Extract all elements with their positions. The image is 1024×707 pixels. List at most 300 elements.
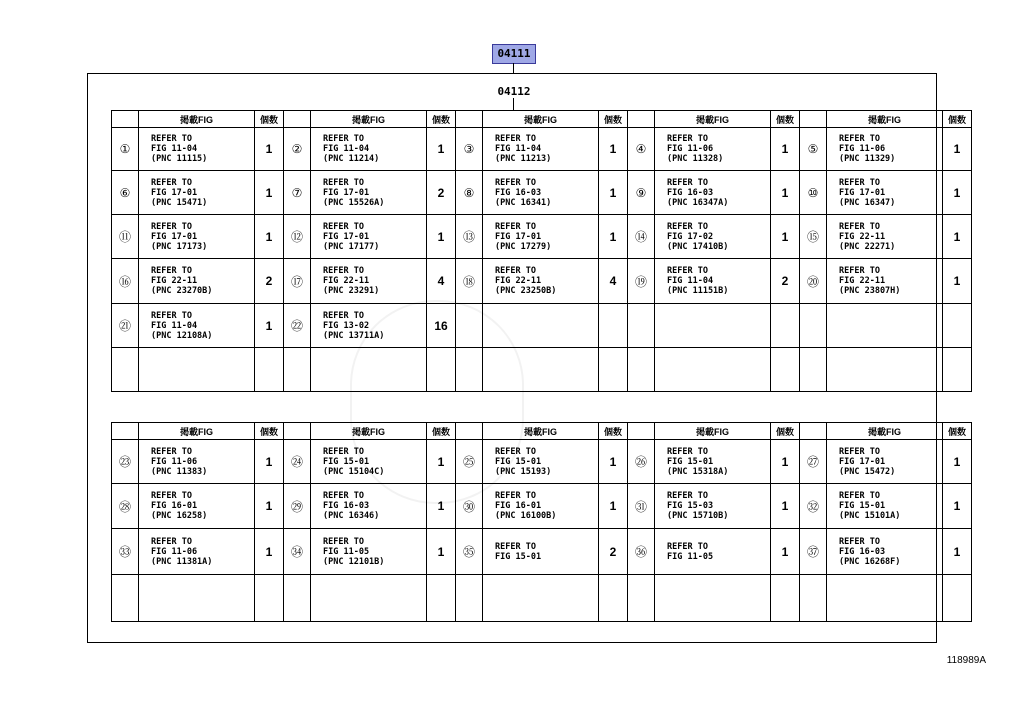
table-row bbox=[112, 575, 972, 622]
reference-line: (PNC 15710B) bbox=[667, 511, 729, 521]
header-qty-cell: 個数 bbox=[255, 423, 284, 440]
header-qty-cell: 個数 bbox=[427, 423, 456, 440]
reference-line: FIG 11-06 bbox=[151, 546, 198, 557]
reference-line: FIG 17-01 bbox=[151, 187, 198, 198]
header-fig-cell: 掲載FIG bbox=[483, 423, 599, 440]
reference-cell bbox=[483, 484, 599, 529]
reference-line: (PNC 16341) bbox=[495, 197, 552, 208]
reference-line: FIG 16-03 bbox=[667, 187, 714, 198]
reference-line: REFER TO bbox=[667, 134, 708, 144]
quantity-cell: 1 bbox=[943, 259, 972, 304]
quantity-cell: 1 bbox=[427, 215, 456, 259]
quantity-cell: 1 bbox=[771, 171, 800, 215]
header-fig-cell: 掲載FIG bbox=[655, 111, 771, 128]
reference-line: (PNC 12108A) bbox=[151, 330, 213, 341]
item-number[interactable]: ㉙ bbox=[284, 484, 311, 529]
item-number[interactable]: ㉗ bbox=[800, 440, 827, 484]
reference-line: FIG 17-01 bbox=[495, 231, 542, 242]
reference-line: FIG 17-01 bbox=[151, 231, 198, 242]
reference-line: REFER TO bbox=[667, 177, 708, 188]
reference-cell bbox=[139, 304, 255, 348]
header-num-cell bbox=[800, 423, 827, 440]
item-number[interactable]: ⑥ bbox=[112, 171, 139, 215]
reference-line: REFER TO bbox=[667, 446, 708, 457]
quantity-cell bbox=[771, 348, 800, 392]
quantity-cell: 1 bbox=[427, 128, 456, 171]
reference-line: FIG 15-01 bbox=[495, 456, 542, 467]
item-number[interactable]: ⑭ bbox=[628, 215, 655, 259]
header-fig-cell: 掲載FIG bbox=[139, 111, 255, 128]
quantity-cell: 1 bbox=[771, 215, 800, 259]
reference-line: FIG 15-01 bbox=[495, 551, 542, 562]
reference-line: FIG 13-02 bbox=[323, 320, 370, 331]
reference-line: FIG 11-06 bbox=[151, 456, 198, 467]
quantity-cell: 1 bbox=[943, 215, 972, 259]
reference-line: FIG 11-06 bbox=[667, 144, 714, 154]
item-number[interactable]: ㉖ bbox=[628, 440, 655, 484]
reference-line: FIG 17-01 bbox=[839, 187, 886, 198]
reference-cell bbox=[827, 348, 943, 392]
quantity-cell: 16 bbox=[427, 304, 456, 348]
reference-line: FIG 17-02 bbox=[667, 231, 714, 242]
header-fig-cell: 掲載FIG bbox=[311, 423, 427, 440]
reference-cell bbox=[827, 529, 943, 575]
reference-cell bbox=[311, 529, 427, 575]
quantity-cell: 2 bbox=[771, 259, 800, 304]
item-number[interactable]: ⑫ bbox=[284, 215, 311, 259]
reference-cell bbox=[483, 171, 599, 215]
item-number[interactable]: ⑪ bbox=[112, 215, 139, 259]
reference-line: FIG 16-03 bbox=[323, 501, 370, 511]
reference-cell bbox=[483, 575, 599, 622]
reference-cell bbox=[655, 128, 771, 171]
reference-line: (PNC 23270B) bbox=[151, 286, 213, 296]
reference-line: REFER TO bbox=[323, 177, 364, 188]
item-number[interactable]: ㉔ bbox=[284, 440, 311, 484]
reference-line: REFER TO bbox=[839, 491, 880, 501]
header-qty-cell: 個数 bbox=[943, 423, 972, 440]
item-number bbox=[284, 575, 311, 622]
reference-line: REFER TO bbox=[151, 134, 192, 144]
reference-line: (PNC 11213) bbox=[495, 154, 552, 164]
figure-id: 118989A bbox=[946, 655, 986, 666]
item-number[interactable]: ㉟ bbox=[456, 529, 483, 575]
item-number bbox=[112, 348, 139, 392]
reference-line: REFER TO bbox=[495, 266, 536, 276]
reference-line: (PNC 23250B) bbox=[495, 286, 557, 296]
reference-line: FIG 22-11 bbox=[495, 276, 542, 286]
reference-line: REFER TO bbox=[839, 266, 880, 276]
reference-line: REFER TO bbox=[151, 310, 192, 321]
reference-line: FIG 22-11 bbox=[839, 276, 886, 286]
quantity-cell: 1 bbox=[255, 484, 284, 529]
reference-table-1 bbox=[111, 110, 972, 392]
quantity-cell: 1 bbox=[255, 215, 284, 259]
reference-line: REFER TO bbox=[495, 446, 536, 457]
reference-cell bbox=[311, 259, 427, 304]
reference-line: (PNC 16347A) bbox=[667, 197, 729, 208]
reference-line: (PNC 13711A) bbox=[323, 330, 385, 341]
header-qty-cell: 個数 bbox=[427, 111, 456, 128]
header-qty-cell: 個数 bbox=[943, 111, 972, 128]
quantity-cell: 1 bbox=[255, 304, 284, 348]
quantity-cell bbox=[427, 348, 456, 392]
reference-cell bbox=[311, 348, 427, 392]
item-number[interactable]: ㊲ bbox=[800, 529, 827, 575]
quantity-cell: 1 bbox=[255, 440, 284, 484]
reference-cell bbox=[827, 440, 943, 484]
reference-cell bbox=[311, 128, 427, 171]
reference-line: FIG 15-03 bbox=[667, 501, 714, 511]
quantity-cell: 1 bbox=[943, 484, 972, 529]
quantity-cell: 1 bbox=[771, 529, 800, 575]
reference-line: REFER TO bbox=[839, 446, 880, 457]
reference-line: REFER TO bbox=[667, 266, 708, 276]
reference-cell bbox=[827, 304, 943, 348]
reference-line: REFER TO bbox=[667, 221, 708, 232]
item-number bbox=[800, 304, 827, 348]
item-number[interactable]: ⑰ bbox=[284, 259, 311, 304]
item-number[interactable]: ㉝ bbox=[112, 529, 139, 575]
quantity-cell bbox=[943, 348, 972, 392]
item-number[interactable]: ㊱ bbox=[628, 529, 655, 575]
reference-line: FIG 11-04 bbox=[667, 276, 714, 286]
quantity-cell: 1 bbox=[255, 128, 284, 171]
item-number[interactable]: ⑮ bbox=[800, 215, 827, 259]
connector-line-top bbox=[513, 63, 514, 73]
reference-line: REFER TO bbox=[323, 310, 364, 321]
reference-line: FIG 11-04 bbox=[323, 144, 370, 154]
header-num-cell bbox=[456, 111, 483, 128]
quantity-cell: 1 bbox=[943, 171, 972, 215]
header-qty-cell: 個数 bbox=[771, 111, 800, 128]
reference-line: (PNC 16268F) bbox=[839, 556, 901, 567]
reference-line: REFER TO bbox=[151, 446, 192, 457]
item-number bbox=[628, 348, 655, 392]
reference-line: REFER TO bbox=[151, 221, 192, 232]
reference-line: (PNC 15526A) bbox=[323, 197, 385, 208]
header-num-cell bbox=[112, 111, 139, 128]
table-row bbox=[112, 215, 972, 259]
reference-line: REFER TO bbox=[667, 491, 708, 501]
header-qty-cell: 個数 bbox=[255, 111, 284, 128]
quantity-cell bbox=[255, 575, 284, 622]
item-number bbox=[456, 348, 483, 392]
reference-line: (PNC 11115) bbox=[151, 154, 208, 164]
reference-line: (PNC 16100B) bbox=[495, 511, 557, 521]
reference-line: FIG 15-01 bbox=[323, 456, 370, 467]
reference-line: FIG 17-01 bbox=[323, 187, 370, 198]
reference-cell bbox=[139, 529, 255, 575]
header-qty-cell: 個数 bbox=[771, 423, 800, 440]
table-row bbox=[112, 128, 972, 171]
quantity-cell: 4 bbox=[427, 259, 456, 304]
reference-cell bbox=[483, 128, 599, 171]
quantity-cell: 4 bbox=[599, 259, 628, 304]
reference-cell bbox=[311, 484, 427, 529]
table-row bbox=[112, 529, 972, 575]
quantity-cell: 1 bbox=[943, 128, 972, 171]
reference-cell bbox=[139, 575, 255, 622]
item-number[interactable]: ② bbox=[284, 128, 311, 171]
header-qty-cell: 個数 bbox=[599, 111, 628, 128]
reference-cell bbox=[827, 128, 943, 171]
reference-cell bbox=[655, 529, 771, 575]
item-number[interactable]: ⑧ bbox=[456, 171, 483, 215]
reference-line: (PNC 23291) bbox=[323, 286, 380, 296]
reference-line: (PNC 12101B) bbox=[323, 556, 385, 567]
reference-line: REFER TO bbox=[323, 491, 364, 501]
item-number[interactable]: ⑯ bbox=[112, 259, 139, 304]
reference-line: FIG 15-01 bbox=[839, 501, 886, 511]
item-number[interactable]: ⑲ bbox=[628, 259, 655, 304]
reference-cell bbox=[655, 304, 771, 348]
header-num-cell bbox=[628, 111, 655, 128]
item-number[interactable]: ⑬ bbox=[456, 215, 483, 259]
reference-cell bbox=[827, 171, 943, 215]
header-fig-cell: 掲載FIG bbox=[483, 111, 599, 128]
header-num-cell bbox=[284, 111, 311, 128]
reference-cell bbox=[827, 484, 943, 529]
reference-line: REFER TO bbox=[323, 221, 364, 232]
reference-cell bbox=[483, 215, 599, 259]
reference-cell bbox=[655, 348, 771, 392]
reference-cell bbox=[139, 171, 255, 215]
quantity-cell bbox=[255, 348, 284, 392]
reference-line: REFER TO bbox=[839, 177, 880, 188]
item-number[interactable]: ㉑ bbox=[112, 304, 139, 348]
reference-cell bbox=[139, 128, 255, 171]
header-num-cell bbox=[456, 423, 483, 440]
reference-line: (PNC 17410B) bbox=[667, 241, 729, 252]
quantity-cell: 1 bbox=[599, 171, 628, 215]
header-fig-cell: 掲載FIG bbox=[827, 423, 943, 440]
reference-line: (PNC 15101A) bbox=[839, 511, 901, 521]
header-fig-cell: 掲載FIG bbox=[311, 111, 427, 128]
quantity-cell bbox=[771, 304, 800, 348]
reference-cell bbox=[655, 259, 771, 304]
header-num-cell bbox=[112, 423, 139, 440]
reference-line: REFER TO bbox=[151, 491, 192, 501]
reference-line: REFER TO bbox=[839, 221, 880, 232]
reference-line: REFER TO bbox=[495, 541, 536, 552]
reference-line: FIG 16-03 bbox=[839, 546, 886, 557]
reference-line: REFER TO bbox=[323, 134, 364, 144]
reference-line: REFER TO bbox=[323, 266, 364, 276]
item-number bbox=[112, 575, 139, 622]
table-header-row bbox=[112, 423, 972, 440]
quantity-cell: 1 bbox=[599, 215, 628, 259]
item-number[interactable]: ① bbox=[112, 128, 139, 171]
table-header-row bbox=[112, 111, 972, 128]
quantity-cell: 1 bbox=[771, 128, 800, 171]
table-row bbox=[112, 440, 972, 484]
quantity-cell: 1 bbox=[427, 440, 456, 484]
reference-line: REFER TO bbox=[839, 134, 880, 144]
header-num-cell bbox=[284, 423, 311, 440]
sub-part-code: 04112 bbox=[497, 85, 531, 98]
reference-line: REFER TO bbox=[495, 134, 536, 144]
reference-cell bbox=[311, 215, 427, 259]
reference-line: REFER TO bbox=[323, 536, 364, 547]
reference-cell bbox=[655, 484, 771, 529]
reference-line: FIG 22-11 bbox=[151, 276, 198, 286]
reference-table-2 bbox=[111, 422, 972, 622]
item-number bbox=[800, 348, 827, 392]
connector-line-sub bbox=[513, 98, 514, 110]
quantity-cell: 2 bbox=[599, 529, 628, 575]
reference-line: FIG 17-01 bbox=[839, 456, 886, 467]
reference-line: FIG 16-01 bbox=[151, 501, 198, 511]
quantity-cell: 1 bbox=[943, 440, 972, 484]
reference-cell bbox=[139, 259, 255, 304]
reference-line: REFER TO bbox=[667, 541, 708, 552]
reference-line: REFER TO bbox=[151, 536, 192, 547]
reference-line: (PNC 23807H) bbox=[839, 286, 901, 296]
table-row bbox=[112, 171, 972, 215]
reference-line: REFER TO bbox=[495, 177, 536, 188]
header-num-cell bbox=[800, 111, 827, 128]
quantity-cell bbox=[599, 304, 628, 348]
item-number[interactable]: ㉛ bbox=[628, 484, 655, 529]
item-number[interactable]: ⑱ bbox=[456, 259, 483, 304]
reference-line: FIG 11-05 bbox=[667, 551, 714, 562]
quantity-cell: 1 bbox=[255, 529, 284, 575]
item-number bbox=[800, 575, 827, 622]
reference-cell bbox=[139, 215, 255, 259]
reference-line: REFER TO bbox=[151, 266, 192, 276]
reference-line: FIG 11-06 bbox=[839, 144, 886, 154]
reference-line: FIG 22-11 bbox=[839, 231, 886, 242]
reference-line: FIG 11-04 bbox=[495, 144, 542, 154]
reference-line: REFER TO bbox=[495, 491, 536, 501]
item-number bbox=[456, 575, 483, 622]
item-number[interactable]: ㉜ bbox=[800, 484, 827, 529]
reference-line: (PNC 15471) bbox=[151, 197, 208, 208]
item-number[interactable]: ㉒ bbox=[284, 304, 311, 348]
table-row bbox=[112, 304, 972, 348]
quantity-cell: 2 bbox=[255, 259, 284, 304]
quantity-cell: 1 bbox=[599, 440, 628, 484]
quantity-cell: 2 bbox=[427, 171, 456, 215]
reference-cell bbox=[311, 575, 427, 622]
reference-cell bbox=[655, 440, 771, 484]
item-number bbox=[284, 348, 311, 392]
quantity-cell bbox=[771, 575, 800, 622]
reference-line: (PNC 17173) bbox=[151, 241, 208, 252]
reference-cell bbox=[827, 575, 943, 622]
reference-line: REFER TO bbox=[323, 446, 364, 457]
reference-cell bbox=[483, 304, 599, 348]
top-part-code[interactable]: 04111 bbox=[492, 44, 536, 64]
reference-cell bbox=[311, 440, 427, 484]
reference-line: (PNC 17177) bbox=[323, 241, 380, 252]
item-number[interactable]: ㉚ bbox=[456, 484, 483, 529]
quantity-cell: 1 bbox=[255, 171, 284, 215]
item-number bbox=[456, 304, 483, 348]
quantity-cell bbox=[427, 575, 456, 622]
reference-line: FIG 22-11 bbox=[323, 276, 370, 286]
quantity-cell bbox=[599, 575, 628, 622]
reference-line: (PNC 11328) bbox=[667, 154, 724, 164]
item-number[interactable]: ⑦ bbox=[284, 171, 311, 215]
header-fig-cell: 掲載FIG bbox=[827, 111, 943, 128]
item-number[interactable]: ③ bbox=[456, 128, 483, 171]
item-number[interactable]: ⑨ bbox=[628, 171, 655, 215]
reference-line: REFER TO bbox=[151, 177, 192, 188]
reference-cell bbox=[827, 259, 943, 304]
reference-line: REFER TO bbox=[495, 221, 536, 232]
table-row bbox=[112, 348, 972, 392]
header-qty-cell: 個数 bbox=[599, 423, 628, 440]
quantity-cell bbox=[599, 348, 628, 392]
item-number[interactable]: ⑩ bbox=[800, 171, 827, 215]
reference-line: (PNC 11383) bbox=[151, 466, 208, 477]
reference-line: (PNC 11151B) bbox=[667, 286, 729, 296]
reference-cell bbox=[311, 171, 427, 215]
item-number[interactable]: ㉘ bbox=[112, 484, 139, 529]
item-number bbox=[628, 575, 655, 622]
item-number[interactable]: ⑤ bbox=[800, 128, 827, 171]
reference-line: (PNC 16258) bbox=[151, 511, 208, 521]
reference-cell bbox=[827, 215, 943, 259]
reference-line: FIG 11-05 bbox=[323, 546, 370, 557]
header-fig-cell: 掲載FIG bbox=[655, 423, 771, 440]
reference-cell bbox=[139, 348, 255, 392]
reference-line: (PNC 16346) bbox=[323, 511, 380, 521]
reference-line: (PNC 17279) bbox=[495, 241, 552, 252]
reference-line: (PNC 11329) bbox=[839, 154, 896, 164]
reference-line: (PNC 16347) bbox=[839, 197, 896, 208]
quantity-cell: 1 bbox=[771, 440, 800, 484]
quantity-cell: 1 bbox=[771, 484, 800, 529]
reference-line: (PNC 15104C) bbox=[323, 466, 385, 477]
quantity-cell bbox=[943, 575, 972, 622]
quantity-cell: 1 bbox=[599, 128, 628, 171]
reference-line: (PNC 11381A) bbox=[151, 556, 213, 567]
reference-cell bbox=[139, 484, 255, 529]
reference-line: FIG 11-04 bbox=[151, 144, 198, 154]
item-number[interactable]: ㉓ bbox=[112, 440, 139, 484]
quantity-cell: 1 bbox=[943, 529, 972, 575]
table-row bbox=[112, 259, 972, 304]
reference-line: (PNC 22271) bbox=[839, 241, 896, 252]
item-number[interactable]: ⑳ bbox=[800, 259, 827, 304]
item-number[interactable]: ㉞ bbox=[284, 529, 311, 575]
reference-line: FIG 17-01 bbox=[323, 231, 370, 242]
table-row bbox=[112, 484, 972, 529]
reference-cell bbox=[483, 529, 599, 575]
reference-cell bbox=[483, 259, 599, 304]
reference-line: (PNC 15472) bbox=[839, 466, 896, 477]
reference-line: (PNC 11214) bbox=[323, 154, 380, 164]
item-number[interactable]: ㉕ bbox=[456, 440, 483, 484]
item-number[interactable]: ④ bbox=[628, 128, 655, 171]
item-number bbox=[628, 304, 655, 348]
reference-line: FIG 16-03 bbox=[495, 187, 542, 198]
reference-cell bbox=[483, 440, 599, 484]
quantity-cell: 1 bbox=[427, 529, 456, 575]
quantity-cell bbox=[943, 304, 972, 348]
quantity-cell: 1 bbox=[599, 484, 628, 529]
reference-cell bbox=[655, 171, 771, 215]
header-fig-cell: 掲載FIG bbox=[139, 423, 255, 440]
reference-line: FIG 11-04 bbox=[151, 320, 198, 331]
quantity-cell: 1 bbox=[427, 484, 456, 529]
reference-line: (PNC 15318A) bbox=[667, 466, 729, 477]
reference-line: FIG 16-01 bbox=[495, 501, 542, 511]
reference-line: (PNC 15193) bbox=[495, 466, 552, 477]
